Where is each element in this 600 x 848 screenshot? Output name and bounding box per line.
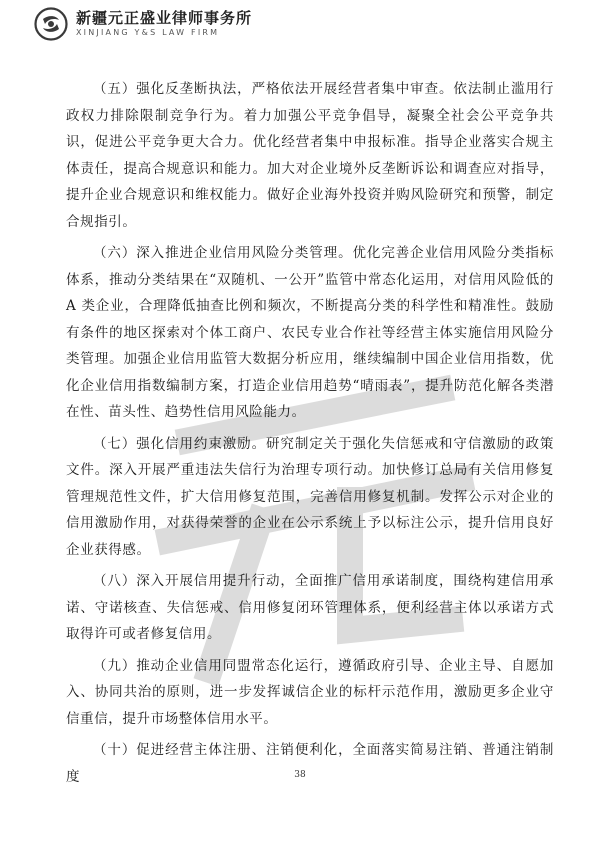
document-body — [66, 76, 554, 795]
firm-name-block — [76, 11, 252, 37]
paragraph-5: （五）强化反垄断执法，严格依法开展经营者集中审查。依法制止滥用行政权力排除限制竞争行为。着力加强公平竞争倡导，凝聚全社会公平竞争共识，促进公平竞争更大合力。优化经营者集中申报标准。指导企业落实合规主体责任，提高合规意识和能力。加大对企业境外反垄断诉讼和调查应对指导，提升企业合规意识和维权能力。做好企业海外投资并购风险研究和预警，制定合规指引。 — [66, 81, 554, 230]
firm-name-en: XINJIANG Y&S LAW FIRM — [76, 28, 220, 37]
paragraph-10: （十）促进经营主体注册、注销便利化，全面落实简易注销、普通注销制度 — [66, 742, 554, 785]
firm-logo-icon — [34, 7, 68, 41]
paragraph-6: （六）深入推进企业信用风险分类管理。优化完善企业信用风险分类指标体系，推动分类结果在“双随机、一公开”监管中常态化运用，对信用风险低的 A 类企业，合理降低抽查比例和频次，不断提高分类的科学性和精准性。鼓励有条件的地区探索对个体工商户、农民专业合作社等经营主体实施信用风险分类管理。加强企业信用监管大数据分析应用，继续编制中国企业信用指数，优化企业信用指数编制方案，打造企业信用趋势“晴雨表”，提升防范化解各类潜在性、苗头性、趋势性信用风险能力。 — [66, 245, 554, 420]
paragraph-9: （九）推动企业信用同盟常态化运行，遵循政府引导、企业主导、自愿加入、协同共治的原则，进一步发挥诚信企业的标杆示范作用，激励更多企业守信重信，提升市场整体信用水平。 — [66, 657, 554, 727]
paragraph-8: （八）深入开展信用提升行动，全面推广信用承诺制度，围绕构建信用承诺、守诺核查、失信惩戒、信用修复闭环管理体系，便利经营主体以承诺方式取得许可或者修复信用。 — [66, 573, 554, 642]
page-number: 38 — [294, 770, 306, 780]
letterhead — [34, 6, 252, 42]
firm-name-cn: 新疆元正盛业律师事务所 — [76, 9, 253, 27]
paragraph-7: （七）强化信用约束激励。研究制定关于强化失信惩戒和守信激励的政策文件。深入开展严重违法失信行为治理专项行动。加快修订总局有关信用修复管理规范性文件，扩大信用修复范围，完善信用修复机制。发挥公示对企业的信用激励作用，对获得荣誉的企业在公示系统上予以标注公示，提升信用良好企业获得感。 — [66, 435, 554, 558]
